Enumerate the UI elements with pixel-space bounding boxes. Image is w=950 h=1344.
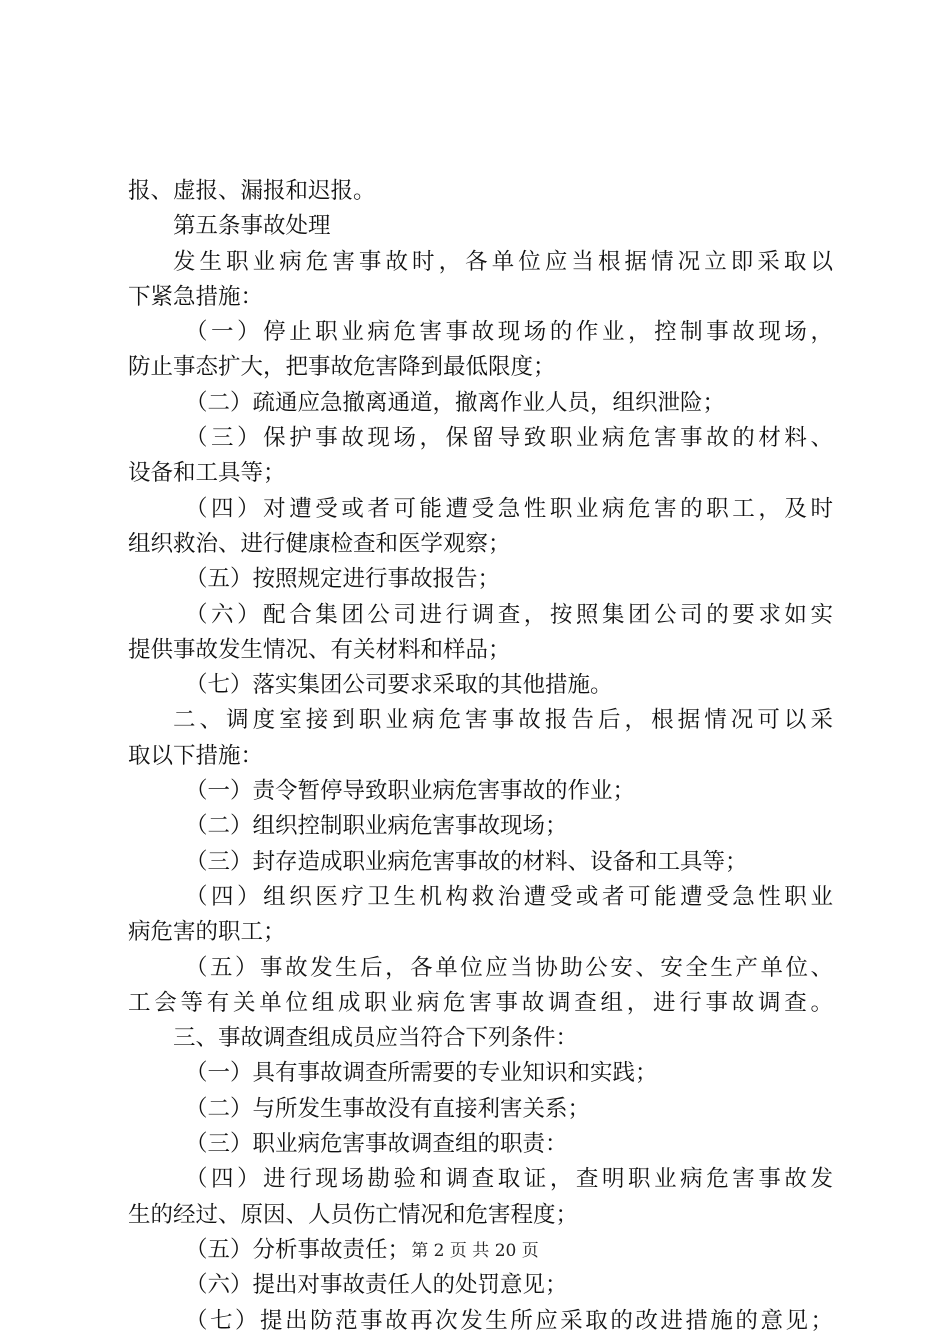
text-line: （一）责令暂停导致职业病危害事故的作业； (185, 778, 636, 805)
text-line: （一）具有事故调查所需要的专业知识和实践； (185, 1060, 658, 1087)
text-line: （五）事故发生后，各单位应当协助公安、安全生产单位、 (185, 954, 833, 981)
text-line: 防止事态扩大，把事故危害降到最低限度； (128, 354, 556, 381)
text-line: 生的经过、原因、人员伤亡情况和危害程度； (128, 1201, 579, 1228)
text-line: 设备和工具等； (128, 460, 286, 487)
text-line: （六）配合集团公司进行调查，按照集团公司的要求如实 (185, 601, 833, 628)
text-line: （三）职业病危害事故调查组的职责： (185, 1131, 568, 1158)
text-line: 二、调度室接到职业病危害事故报告后，根据情况可以采 (173, 707, 833, 734)
text-line: 提供事故发生情况、有关材料和样品； (128, 636, 511, 663)
text-line: （四）对遭受或者可能遭受急性职业病危害的职工，及时 (185, 495, 833, 522)
text-line: （七）落实集团公司要求采取的其他措施。 (185, 672, 613, 699)
text-line: 发生职业病危害事故时，各单位应当根据情况立即采取以 (173, 248, 833, 275)
text-line: （五）按照规定进行事故报告； (185, 566, 501, 593)
document-body (128, 174, 833, 1339)
text-line: （七）提出防范事故再次发生所应采取的改进措施的意见； (185, 1307, 833, 1334)
text-line: （二）疏通应急撤离通道，撤离作业人员，组织泄险； (185, 389, 726, 416)
text-line: （一）停止职业病危害事故现场的作业，控制事故现场， (185, 319, 833, 346)
text-line: （四）进行现场勘验和调查取证，查明职业病危害事故发 (185, 1166, 833, 1193)
text-line: 取以下措施： (128, 742, 264, 769)
text-line: （三）封存造成职业病危害事故的材料、设备和工具等； (185, 848, 748, 875)
text-line: 病危害的职工； (128, 919, 286, 946)
text-line: 组织救治、进行健康检查和医学观察； (128, 530, 511, 557)
text-line: （四）组织医疗卫生机构救治遭受或者可能遭受急性职业 (185, 883, 833, 910)
page-number-footer: 第 2 页 共 20 页 (411, 1241, 539, 1261)
section-heading: 第五条事故处理 (173, 213, 331, 240)
text-line: （五）分析事故责任； (185, 1236, 411, 1263)
text-line: （三）保护事故现场，保留导致职业病危害事故的材料、 (185, 425, 833, 452)
text-line: 报、虚报、漏报和迟报。 (128, 178, 376, 204)
text-line: 三、事故调查组成员应当符合下列条件： (173, 1025, 579, 1052)
text-line: （二）组织控制职业病危害事故现场； (185, 813, 568, 840)
text-line: （二）与所发生事故没有直接利害关系； (185, 1095, 591, 1122)
text-line: （六）提出对事故责任人的处罚意见； (185, 1272, 568, 1299)
text-line: 下紧急措施： (128, 283, 264, 310)
text-line: 工会等有关单位组成职业病危害事故调查组，进行事故调查。 (128, 989, 833, 1016)
